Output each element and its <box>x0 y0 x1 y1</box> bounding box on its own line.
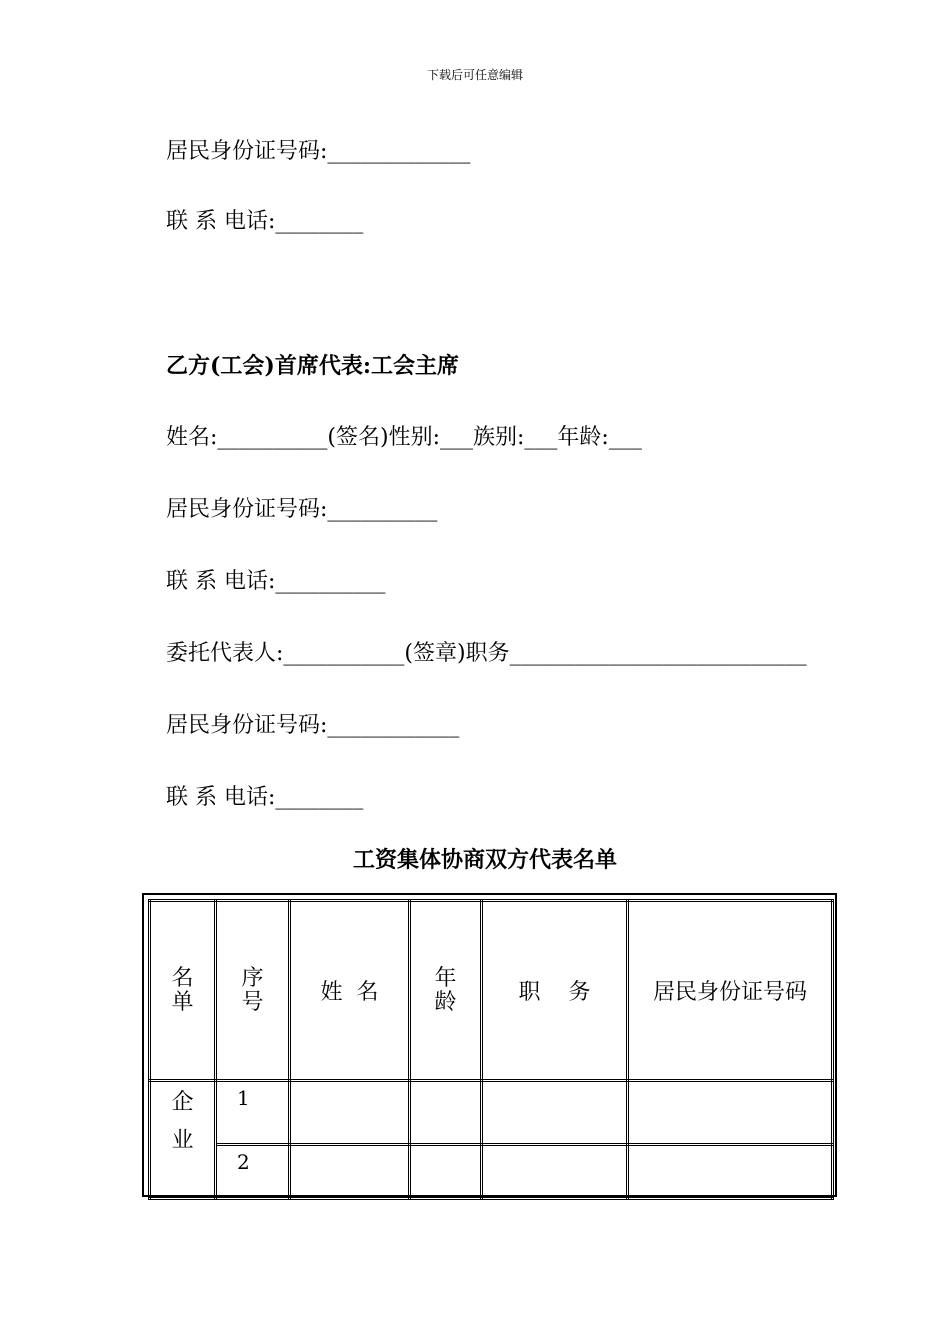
table-title: 工资集体协商双方代表名单 <box>352 847 617 873</box>
phone-line-3: 联 系 电话:________ <box>166 785 364 810</box>
phone-line-1: 联 系 电话:________ <box>166 209 364 234</box>
cell-name <box>290 1081 410 1145</box>
cell-name <box>290 1145 410 1199</box>
id-number-line-3: 居民身份证号码:____________ <box>166 713 460 738</box>
table-row <box>150 1145 833 1199</box>
representatives-table-frame <box>142 893 837 1197</box>
header-position: 职 务 <box>482 901 628 1081</box>
table-row <box>150 1081 833 1145</box>
header-id-number: 居民身份证号码 <box>628 901 833 1081</box>
cell-position <box>482 1145 628 1199</box>
party-b-representative-heading: 乙方(工会)首席代表:工会主席 <box>166 353 459 379</box>
id-number-line-2: 居民身份证号码:__________ <box>166 497 438 522</box>
cell-id-number <box>628 1081 833 1145</box>
header-name: 姓 名 <box>290 901 410 1081</box>
table-header-row <box>150 901 833 1081</box>
cell-age <box>410 1081 482 1145</box>
header-seq: 序 号 <box>216 901 290 1081</box>
cell-age <box>410 1145 482 1199</box>
phone-line-2: 联 系 电话:__________ <box>166 569 386 594</box>
cell-id-number <box>628 1145 833 1199</box>
header-list: 名 单 <box>150 901 216 1081</box>
row-seq: 2 <box>216 1145 290 1199</box>
cell-position <box>482 1081 628 1145</box>
row-seq: 1 <box>216 1081 290 1145</box>
page-header-note: 下载后可任意编辑 <box>426 68 523 82</box>
delegate-line: 委托代表人:___________(签章)职务___________________________ <box>166 641 807 666</box>
header-age: 年 龄 <box>410 901 482 1081</box>
name-gender-line: 姓名:__________(签名)性别:___族别:___年龄:___ <box>166 425 642 450</box>
side-label-enterprise: 企 业 <box>150 1081 216 1199</box>
id-number-line-1: 居民身份证号码:_____________ <box>166 139 471 164</box>
representatives-table <box>148 899 834 1200</box>
